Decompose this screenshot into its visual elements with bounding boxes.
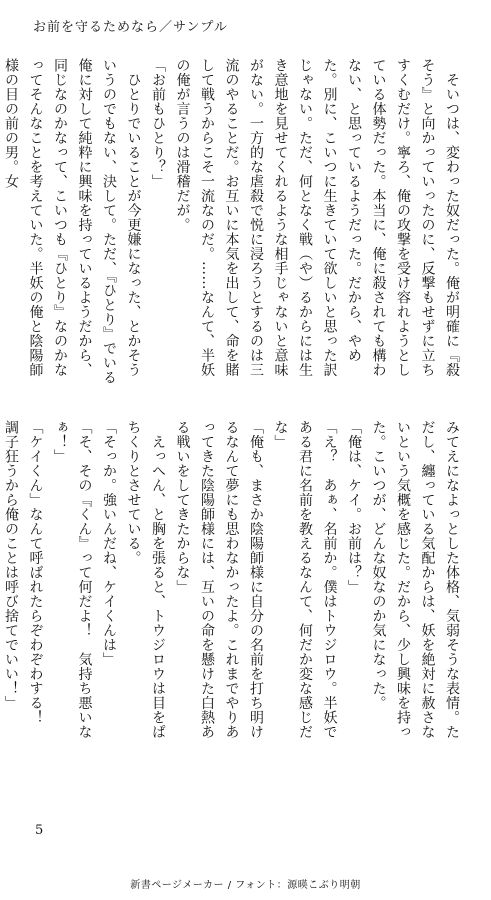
paragraph: 「そっか。強いんだね、ケイくんは」 (101, 420, 117, 667)
running-header: お前を守るためなら／サンプル (33, 20, 228, 35)
paragraph: 「俺は、ケイ。お前は？」 (346, 420, 362, 594)
paragraph: えっへん、と胸を張ると、トウジロウは目をぱちくりとさせている。 (125, 420, 166, 739)
credit-footer: 新書ページメーカー / フォント：源暎こぶり明朝 (130, 880, 361, 891)
paragraph: ひとりでいることが今更嫌になった、とかそういうのでもない、決して。ただ、『ひとり』でいる俺に対して純粋に興味を持っているようだから、同じなのかなって、こいつも『ひとり』なのかなってそんなことを考えていた。半妖の俺と陰陽師様の目の前の男。女 (3, 58, 142, 385)
paragraph: そいつは、変わった奴だった。俺が明確に『殺そう』と向かっていったのに、反撃もせずに立ちすくむだけ。寧ろ、俺の攻撃を受け容れようとしている体勢だった。本当に、俺に殺されても構わない、と思っているようだった。だから、やめた。別に、こいつに生きていて欲しいと思った訳じゃない。ただ、何となく戦（や）るからには生き意地を見せてくれるような相手じゃないと意味がない。一方的な虐殺で悦に浸ろうとするのは三流のやることだ。お互いに本気を出して、命を賭して戦うからこそ一流なのだ。……なんて、半妖の俺が言うのは滑稽だが。 (174, 58, 460, 377)
paragraph: 「お前もひとり？」 (150, 58, 166, 189)
upper-text-block (3, 58, 464, 388)
paragraph: 「俺も、まさか陰陽師様に自分の名前を打ち明けるなんて夢にも思わなかったよ。これまでやりあってきた陰陽師様には、互いの命を懸けた白熱ある戦いをしてきたからな」 (174, 420, 264, 739)
lower-text-block (3, 420, 464, 750)
paragraph: 「ケイくん」なんて呼ばれたらぞわぞわする！ 調子狂うから俺のことは呼び捨てでいい！」 (3, 420, 44, 739)
paragraph: 「そ、その『くん』って何だよ！ 気持ち悪いなぁ！」 (52, 420, 93, 739)
page-number: 5 (35, 823, 44, 838)
paragraph: みてえになよっとした体格、気弱そうな表情。ただし、纏っている気配からは、妖を絶対に赦さないという気概を感じた。だから、少し興味を持った。こいつが、どんな奴なのか気になった。 (370, 420, 460, 739)
paragraph: 「え？ あぁ、名前か。僕はトウジロウ。半妖である君に名前を教えるなんて、何だか変な感じだな」 (272, 420, 338, 739)
